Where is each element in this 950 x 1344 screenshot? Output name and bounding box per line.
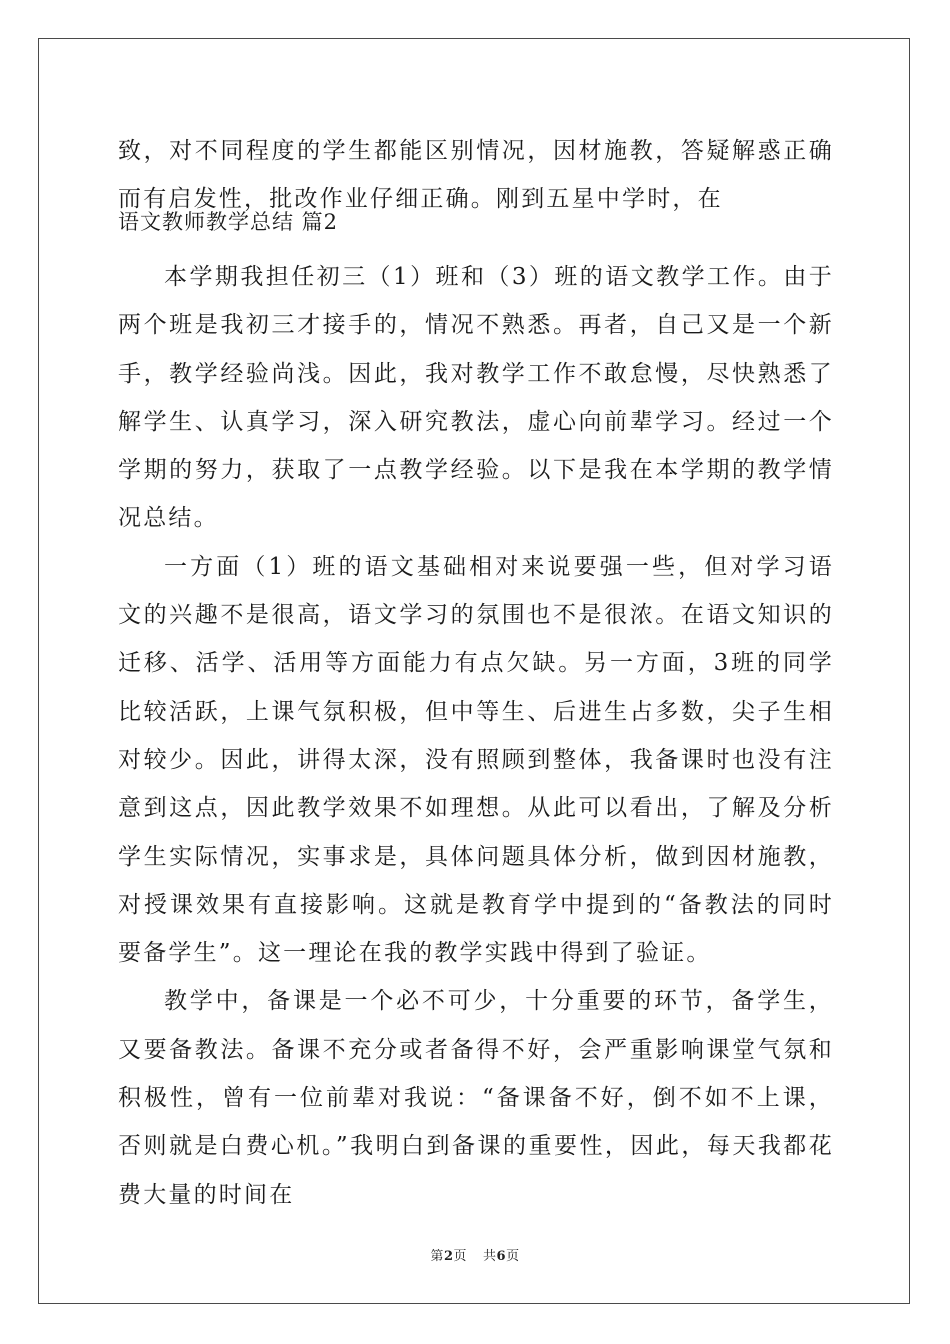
total-prefix: 共 [483, 1249, 497, 1264]
continued-paragraph: 致，对不同程度的学生都能区别情况，因材施教，答疑解惑正确而有启发性，批改作业仔细正确。刚到五星中学时，在 [118, 138, 834, 213]
page-prefix: 第 [430, 1249, 444, 1264]
page-suffix: 页 [453, 1249, 467, 1264]
total-suffix: 页 [506, 1249, 520, 1264]
page-total: 6 [496, 1249, 507, 1264]
paragraph-3: 教学中，备课是一个必不可少，十分重要的环节，备学生，又要备教法。备课不充分或者备得不好，会严重影响课堂气氛和积极性，曾有一位前辈对我说：“备课备不好，倒不如不上课，否则就是白费心机。”我明白到备课的重要性，因此，每天我都花费大量的时间在 [118, 988, 834, 1208]
main-text-block [118, 253, 834, 1219]
page-footer [0, 1245, 950, 1264]
paragraph-2: 一方面（1）班的语文基础相对来说要强一些，但对学习语文的兴趣不是很高，语文学习的氛围也不是很浓。在语文知识的迁移、活学、活用等方面能力有点欠缺。另一方面，3班的同学比较活跃，上课气氛积极，但中等生、后进生占多数，尖子生相对较少。因此，讲得太深，没有照顾到整体，我备课时也没有注意到这点，因此教学效果不如理想。从此可以看出，了解及分析学生实际情况，实事求是，具体问题具体分析，做到因材施教，对授课效果有直接影响。这就是教育学中提到的“备教法的同时要备学生”。这一理论在我的教学实践中得到了验证。 [118, 553, 834, 967]
page-current: 2 [443, 1249, 454, 1264]
section-heading: 语文教师教学总结 篇2 [118, 210, 339, 234]
paragraph-1: 本学期我担任初三（1）班和（3）班的语文教学工作。由于两个班是我初三才接手的，情况不熟悉。再者，自己又是一个新手，教学经验尚浅。因此，我对教学工作不敢怠慢，尽快熟悉了解学生、认真学习，深入研究教法，虚心向前辈学习。经过一个学期的努力，获取了一点教学经验。以下是我在本学期的教学情况总结。 [118, 264, 834, 532]
